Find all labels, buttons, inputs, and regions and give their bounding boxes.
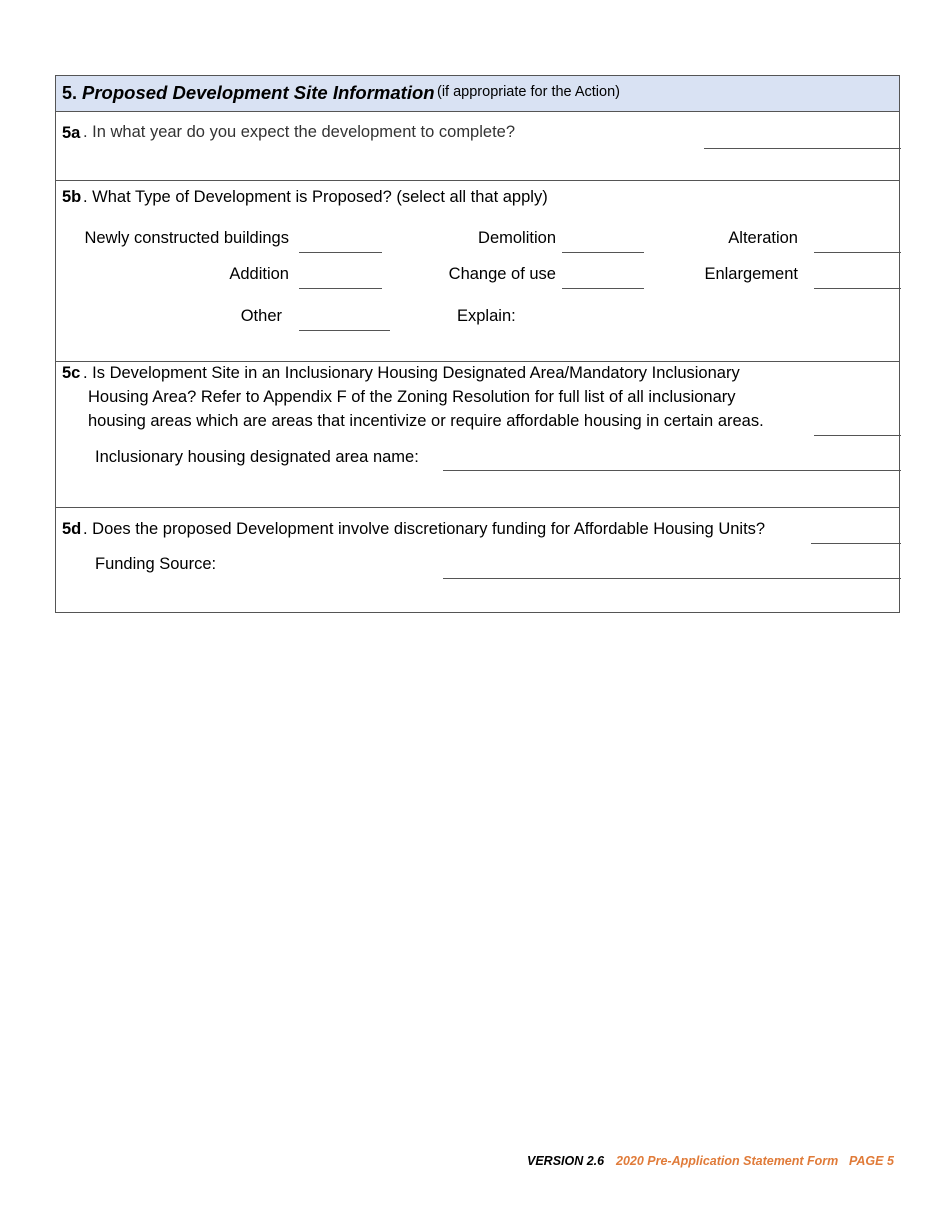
q5d-label: 5d xyxy=(62,520,82,538)
option-change-of-use-label: Change of use xyxy=(448,265,556,283)
footer-page-number: PAGE 5 xyxy=(849,1154,894,1168)
section-header xyxy=(56,76,899,112)
completion-year-field[interactable] xyxy=(704,148,901,149)
q5c-line1: . Is Development Site in an Inclusionary Housing Designated Area/Mandatory Inclusionary xyxy=(83,364,740,382)
option-demolition-label: Demolition xyxy=(478,229,556,247)
funding-source-label: Funding Source: xyxy=(95,555,217,573)
section-title: Proposed Development Site Information xyxy=(82,82,435,103)
development-site-form xyxy=(55,75,900,613)
section-number: 5. xyxy=(62,83,78,103)
divider xyxy=(56,507,899,508)
divider xyxy=(56,180,899,181)
option-addition-label: Addition xyxy=(229,265,289,283)
addition-field[interactable] xyxy=(299,288,382,289)
area-name-field[interactable] xyxy=(443,470,901,471)
footer-version: VERSION 2.6 xyxy=(527,1154,605,1168)
q5c-label: 5c xyxy=(62,364,81,382)
change-of-use-field[interactable] xyxy=(562,288,644,289)
q5d-text: . Does the proposed Development involve discretionary funding for Affordable Housing Units? xyxy=(83,520,766,538)
option-newly-constructed-label: Newly constructed buildings xyxy=(84,229,289,247)
section-qualifier: (if appropriate for the Action) xyxy=(437,84,620,100)
divider xyxy=(56,361,899,362)
other-field[interactable] xyxy=(299,330,390,331)
inclusionary-area-answer-field[interactable] xyxy=(814,435,901,436)
alteration-field[interactable] xyxy=(814,252,901,253)
area-name-label: Inclusionary housing designated area name: xyxy=(95,448,419,466)
q5c-line3: housing areas which are areas that incentivize or require affordable housing in certain areas. xyxy=(88,412,764,430)
q5a-label: 5a xyxy=(62,124,81,142)
explain-label: Explain: xyxy=(457,307,516,325)
demolition-field[interactable] xyxy=(562,252,644,253)
funding-source-field[interactable] xyxy=(443,578,901,579)
option-alteration-label: Alteration xyxy=(728,229,798,247)
newly-constructed-field[interactable] xyxy=(299,252,382,253)
discretionary-funding-answer-field[interactable] xyxy=(811,543,901,544)
q5c-line2: Housing Area? Refer to Appendix F of the Zoning Resolution for full list of all inclusionary xyxy=(88,388,736,406)
q5b-label: 5b xyxy=(62,188,82,206)
footer-form-name: 2020 Pre-Application Statement Form xyxy=(616,1154,839,1168)
option-other-label: Other xyxy=(240,307,282,325)
enlargement-field[interactable] xyxy=(814,288,901,289)
q5a-text: . In what year do you expect the development to complete? xyxy=(83,123,516,141)
option-enlargement-label: Enlargement xyxy=(704,265,798,283)
q5b-text: . What Type of Development is Proposed? (select all that apply) xyxy=(83,188,548,206)
